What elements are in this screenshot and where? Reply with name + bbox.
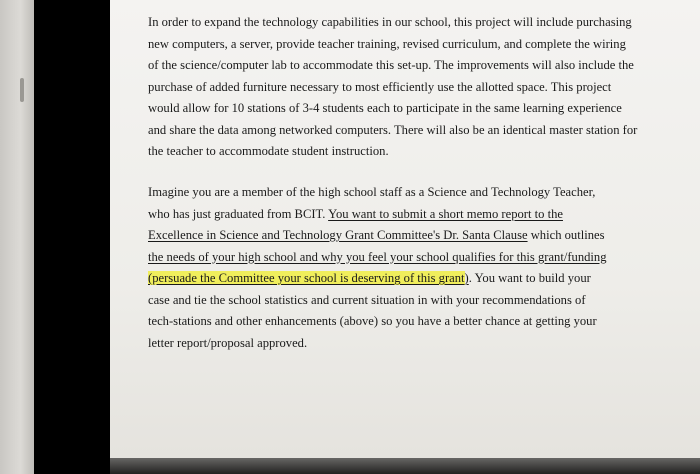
text-line: would allow for 10 stations of 3-4 students each to participate in the same learning experience <box>148 101 622 115</box>
text-line: Imagine you are a member of the high school staff as a Science and Technology Teacher, <box>148 185 596 199</box>
text-line: case and tie the school statistics and current situation in with your recommendations of <box>148 292 586 307</box>
underlined-text: You want to submit a short memo report to the <box>328 206 563 221</box>
underlined-text: Excellence in Science and Technology Grant Committee's Dr. Santa Clause <box>148 228 528 242</box>
bottom-shadow <box>34 458 700 474</box>
text-line: letter report/proposal approved. <box>148 335 308 350</box>
text-run: who has just graduated from BCIT. <box>148 206 329 221</box>
text-run: which outlines <box>527 228 605 242</box>
paragraph-project-description <box>148 12 638 163</box>
text-line <box>148 268 638 290</box>
binder-strip <box>34 0 110 474</box>
underlined-text: the needs of your high school and why you feel your school qualifies for this grant/funding <box>148 249 607 264</box>
text-line: tech-stations and other enhancements (above) so you have a better chance at getting your <box>148 314 597 328</box>
text-line: of the science/computer lab to accommodate this set-up. The improvements will also include the <box>148 58 634 72</box>
highlighted-text: (persuade the Committee your school is deserving of this grant <box>148 271 465 285</box>
text-run: . You want to build your <box>468 271 591 285</box>
text-line: and share the data among networked computers. There will also be an identical master station for <box>148 122 638 137</box>
underlined-text: ) <box>464 271 469 285</box>
text-line: the teacher to accommodate student instruction. <box>148 144 389 158</box>
text-line: In order to expand the technology capabilities in our school, this project will include purchasing <box>148 15 632 29</box>
text-line <box>148 225 638 247</box>
edge-mark <box>20 78 24 102</box>
text-line: new computers, a server, provide teacher training, revised curriculum, and complete the wiring <box>148 36 626 51</box>
paragraph-assignment-prompt <box>148 182 638 354</box>
text-line: purchase of added furniture necessary to most efficiently use the allotted space. This project <box>148 79 612 94</box>
page-edge <box>0 0 34 474</box>
text-line <box>148 204 638 226</box>
